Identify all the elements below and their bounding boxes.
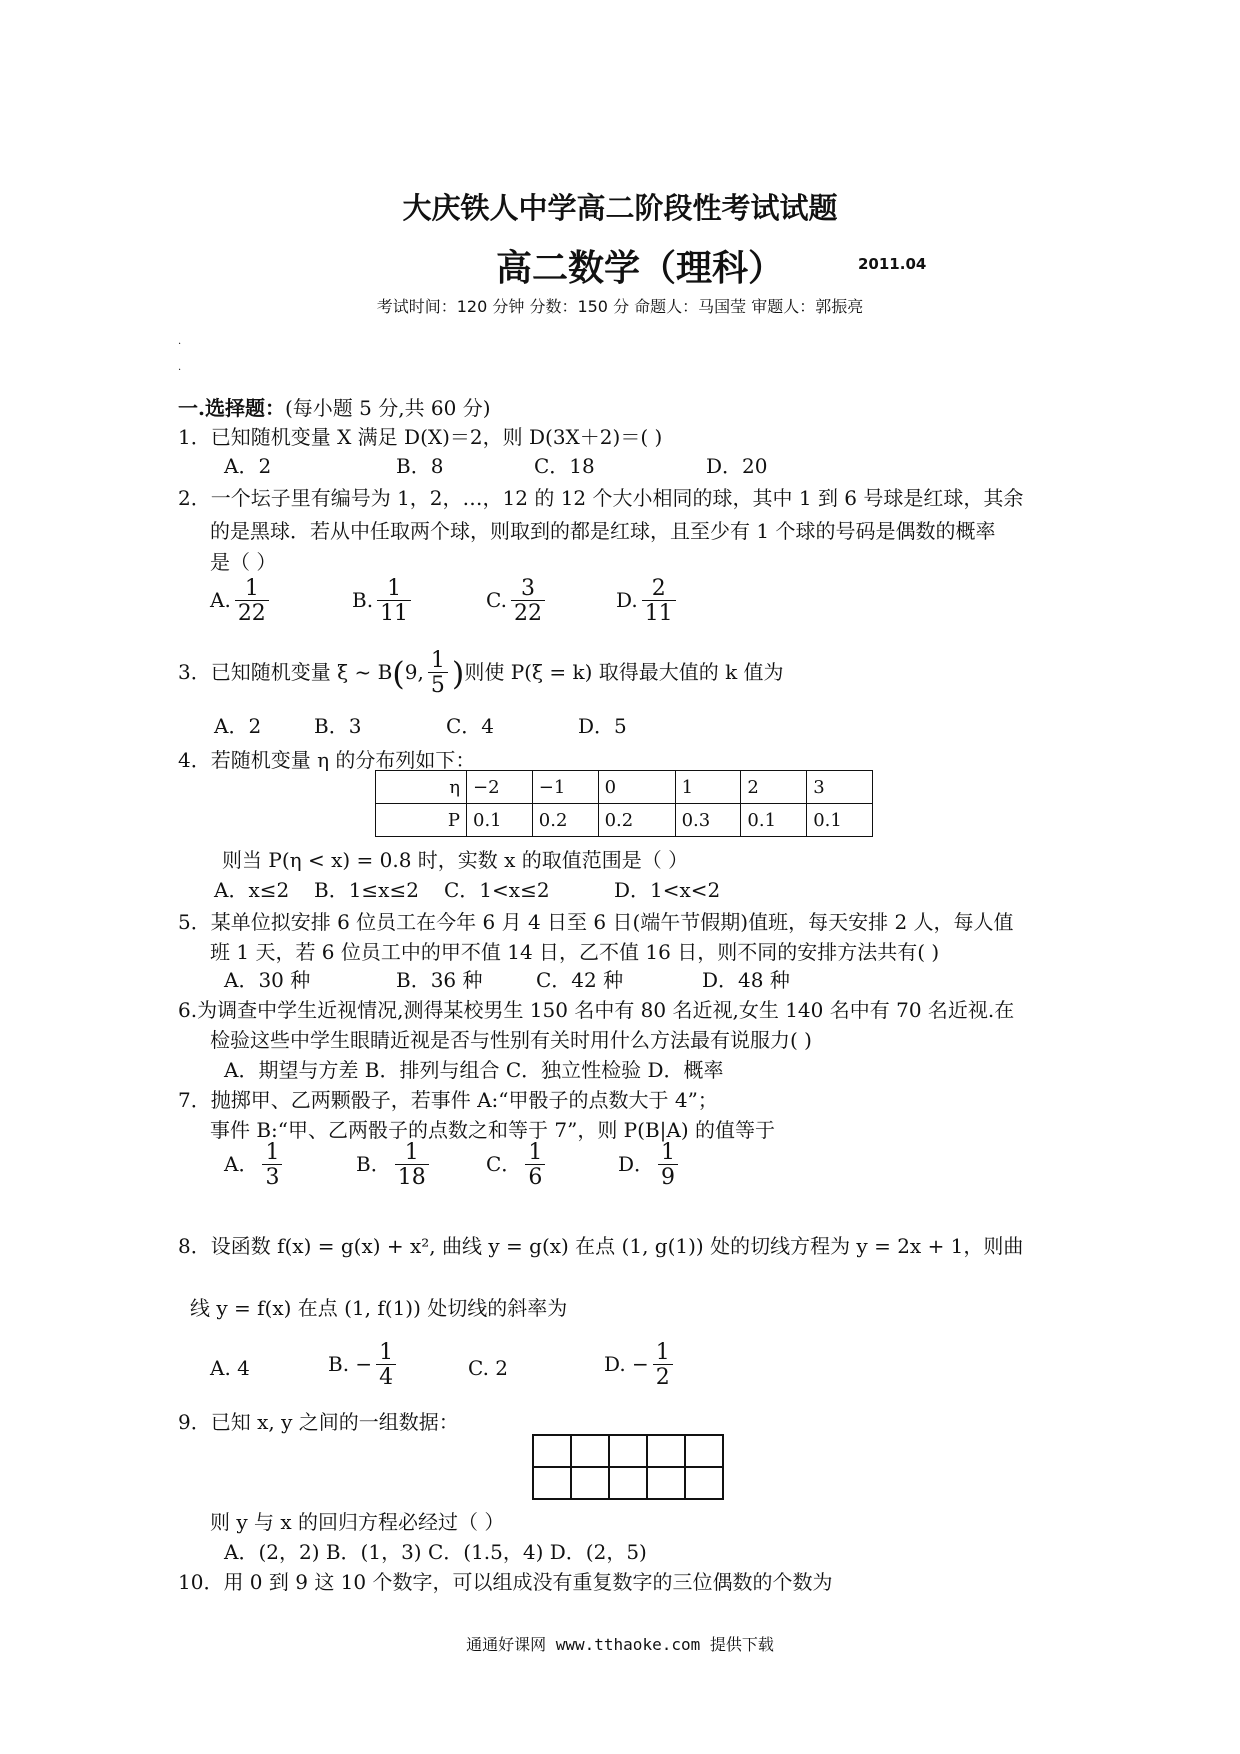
distribution-table [375,770,873,837]
data-table [532,1434,724,1500]
option-c: C．1<x≤2 [444,878,550,902]
exam-subtitle: 高二数学（理科） [496,247,785,289]
margin-dot: . [178,336,182,347]
question-1-options [210,450,910,476]
footer-credit: 通通好课网 www.tthaoke.com 提供下载 [466,1635,774,1654]
question-10: 10．用 0 到 9 这 10 个数字，可以组成没有重复数字的三位偶数的个数为 [178,1570,833,1594]
question-1: 1．已知随机变量 X 满足 D(X)＝2，则 D(3X＋2)＝( ) [178,425,663,449]
question-2-line-1: 2．一个坛子里有编号为 1，2，…，12 的 12 个大小相同的球，其中 1 到 6 号球是红球，其余 [178,486,1024,510]
option-b: B. − $\frac{1}{4}$ [328,1342,400,1389]
exam-date: 2011.04 [858,255,927,273]
option-c: C．18 [534,454,595,478]
question-3: 3．已知随机变量 ξ ~ B(9, $\frac{1}{5}$ )则使 P(ξ = k) 取得最大值的 k 值为 [178,648,784,698]
option-a: A．2 [224,454,272,478]
question-6-line-2: 检验这些中学生眼睛近视是否与性别有关时用什么方法最有说服力( ) [210,1028,812,1052]
question-7-options [224,1142,924,1202]
question-5-line-2: 班 1 天，若 6 位员工中的甲不值 14 日，乙不值 16 日，则不同的安排方法共有( ) [210,940,940,964]
option-c: C．4 [446,714,495,738]
margin-dot: . [178,362,182,373]
option-a: A． $\frac{1}{3}$ [224,1142,286,1189]
option-b: B．1≤x≤2 [314,878,419,902]
question-6-line-1: 6.为调查中学生近视情况,测得某校男生 150 名中有 80 名近视,女生 140 名中有 70 名近视.在 [178,998,1015,1022]
option-b: B．3 [314,714,362,738]
table-row [533,1435,723,1467]
question-7-line-2: 事件 B:“甲、乙两骰子的点数之和等于 7”，则 P(B|A) 的值等于 [210,1118,775,1142]
option-c: C. 2 [468,1356,509,1380]
option-a: A．30 种 [224,968,311,992]
option-d: D. − $\frac{1}{2}$ [604,1342,677,1389]
question-2-line-3: 是（ ） [210,550,277,574]
option-a: A．2 [214,714,262,738]
option-d: D． $\frac{1}{9}$ [618,1142,682,1189]
option-c: C．42 种 [536,968,624,992]
exam-info: 考试时间：120 分钟 分数：150 分 命题人：马国莹 审题人：郭振亮 [376,297,864,316]
option-a: A．x≤2 [214,878,290,902]
question-5-line-1: 5．某单位拟安排 6 位员工在今年 6 月 4 日至 6 日(端午节假期)值班，每天安排 2 人，每人值 [178,910,1014,934]
question-4: 4．若随机变量 η 的分布列如下： [178,748,476,772]
option-a: A. 4 [210,1356,250,1380]
question-4-condition: 则当 P(η < x) = 0.8 时，实数 x 的取值范围是（ ） [222,848,689,872]
table-row: P 0.1 0.2 0.2 0.3 0.1 0.1 [376,804,873,837]
question-8-line-2: 线 y = f(x) 在点 (1, f(1)) 处切线的斜率为 [190,1296,568,1320]
exam-title: 大庆铁人中学高二阶段性考试试题 [402,191,838,225]
option-d: D．1<x<2 [614,878,721,902]
table-row: η −2 −1 0 1 2 3 [376,771,873,804]
table-row [533,1467,723,1499]
question-5-options [210,964,910,990]
question-9-options: A．(2，2) B．(1，3) C．(1.5，4) D．(2，5) [224,1540,647,1564]
question-9-condition: 则 y 与 x 的回归方程必经过（ ） [210,1510,505,1534]
option-b: B．36 种 [396,968,483,992]
question-9: 9．已知 x, y 之间的一组数据： [178,1410,459,1434]
option-d: D. $\frac{2}{11}$ [616,578,680,625]
question-8-line-1: 8．设函数 f(x) = g(x) + x², 曲线 y = g(x) 在点 (1, g(1)) 处的切线方程为 y = 2x + 1，则曲 [178,1234,1024,1258]
question-7-line-1: 7．抛掷甲、乙两颗骰子，若事件 A:“甲骰子的点数大于 4”； [178,1088,718,1112]
question-3-options [210,710,910,736]
option-d: D．48 种 [702,968,790,992]
option-b: B．8 [396,454,444,478]
question-6-options: A．期望与方差 B．排列与组合 C．独立性检验 D．概率 [224,1058,724,1082]
option-b: B． $\frac{1}{18}$ [356,1142,433,1189]
option-c: C． $\frac{1}{6}$ [486,1142,549,1189]
question-8-options [210,1342,910,1402]
question-4-options [210,874,910,900]
section-heading: 一.选择题：(每小题 5 分,共 60 分) [178,396,491,420]
option-d: D．20 [706,454,768,478]
option-b: B. $\frac{1}{11}$ [352,578,415,625]
option-a: A. $\frac{1}{22}$ [210,578,273,625]
option-c: C. $\frac{3}{22}$ [486,578,549,625]
option-d: D．5 [578,714,627,738]
question-2-options [210,578,910,638]
question-2-line-2: 的是黑球．若从中任取两个球，则取到的都是红球，且至少有 1 个球的号码是偶数的概率 [210,519,996,543]
